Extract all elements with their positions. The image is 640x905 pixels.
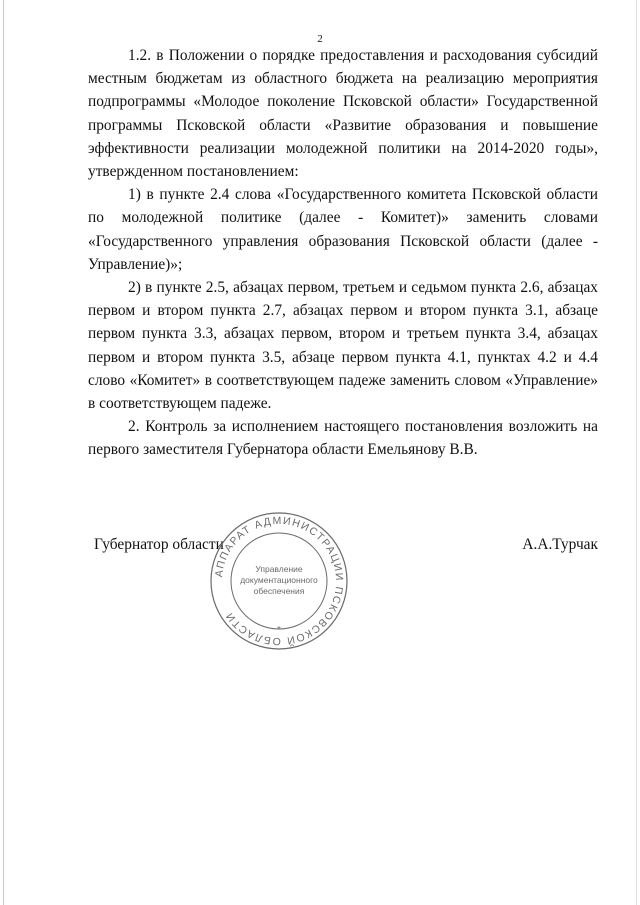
scan-edge-right — [636, 0, 637, 905]
stamp-star-mark: * — [277, 625, 281, 636]
scan-edge-left — [3, 0, 4, 905]
paragraph-subitem-2: 2) в пункте 2.5, абзацах первом, третьем и седьмом пункта 2.6, абзацах первом и втором пункта 2.7, абзацах первом и втором пункта 3.1, абзаце первом пункта 3.3, абзацах первом, втором и третьем пункта 3.4, абзацах первом и втором пункта 3.5, абзаце первом пункта 4.1, пунктах 4.2 и 4.4 слово «Комитет» в соответствующем падеже заменить словом «Управление» в соответствующем падеже. — [88, 279, 598, 413]
page-number: 2 — [317, 33, 323, 45]
paragraph-2-control: 2. Контроль за исполнением настоящего постановления возложить на первого заместителя Губернатора области Емельянову В.В. — [88, 418, 598, 459]
stamp-inner-line-2: документационного — [240, 575, 318, 585]
document-body — [88, 44, 598, 462]
signer-title: Губернатор области — [94, 536, 224, 553]
paragraph-1-2: 1.2. в Положении о порядке предоставления и расходования субсидий местным бюджетам из областного бюджета на реализацию мероприятия подпрограммы «Молодое поколение Псковской области» Государственной программы Псковской области «Развитие образования и повышение эффективности реализации молодежной политики на 2014-2020 годы», утвержденном постановлением: — [88, 47, 598, 181]
stamp-inner-line-1: Управление — [255, 564, 303, 574]
official-stamp — [208, 510, 350, 652]
stamp-inner-line-3: обеспечения — [253, 586, 305, 596]
signer-name: А.А.Турчак — [522, 536, 598, 553]
stamp-ring-text: АППАРАТ АДМИНИСТРАЦИИ ПСКОВСКОЙ ОБЛАСТИ — [213, 514, 346, 648]
paragraph-subitem-1: 1) в пункте 2.4 слова «Государственного комитета Псковской области по молодежной политике (далее - Комитет)» заменить словами «Государственного управления образования Псковской области (далее - Управление)»; — [88, 186, 598, 273]
